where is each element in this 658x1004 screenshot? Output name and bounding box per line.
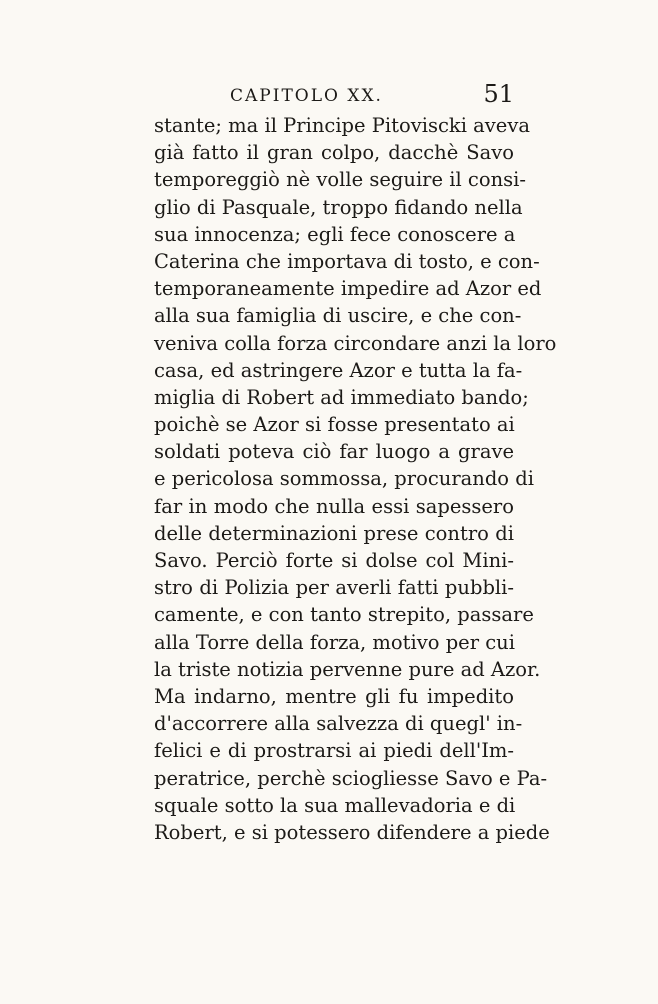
- page-number: 51: [483, 80, 514, 108]
- text-line: stro di Polizia per averli fatti pubbli-: [154, 576, 514, 600]
- text-line: veniva colla forza circondare anzi la loro: [154, 331, 557, 355]
- text-line: Ma indarno, mentre gli fu impedito: [154, 684, 514, 708]
- text-line: miglia di Robert ad immediato bando;: [154, 385, 529, 409]
- text-line: squale sotto la sua mallevadoria e di: [154, 793, 516, 817]
- text-line: temporeggiò nè volle seguire il consi-: [154, 168, 526, 192]
- text-line: far in modo che nulla essi sapessero: [154, 494, 514, 518]
- text-line: peratrice, perchè sciogliesse Savo e Pa-: [154, 766, 548, 790]
- text-line: temporaneamente impedire ad Azor ed: [154, 277, 542, 301]
- running-head: [148, 80, 518, 110]
- text-line: casa, ed astringere Azor e tutta la fa-: [154, 358, 523, 382]
- text-line: felici e di prostrarsi ai piedi dell'Im-: [154, 739, 514, 763]
- text-line: e pericolosa sommossa, procurando di: [154, 467, 534, 491]
- text-line: soldati poteva ciò far luogo a grave: [154, 440, 514, 464]
- text-line: sua innocenza; egli fece conoscere a: [154, 222, 516, 246]
- text-line: Caterina che importava di tosto, e con-: [154, 249, 540, 273]
- text-line: stante; ma il Principe Pitoviscki aveva: [154, 114, 530, 137]
- text-line: alla sua famiglia di uscire, e che con-: [154, 304, 522, 328]
- text-line: la triste notizia pervenne pure ad Azor.: [154, 657, 541, 681]
- text-line: già fatto il gran colpo, dacchè Savo: [154, 141, 514, 165]
- text-line: glio di Pasquale, troppo fidando nella: [154, 195, 523, 219]
- body-text: [154, 112, 557, 846]
- text-line: poichè se Azor si fosse presentato ai: [154, 413, 515, 437]
- text-line: Savo. Perciò forte si dolse col Mini-: [154, 549, 514, 572]
- text-line: delle determinazioni prese contro di: [154, 521, 514, 545]
- chapter-title: CAPITOLO XX.: [230, 86, 383, 106]
- text-line: alla Torre della forza, motivo per cui: [154, 630, 515, 654]
- text-line: d'accorrere alla salvezza di quegl' in-: [154, 712, 523, 736]
- text-line: Robert, e si potessero difendere a piede: [154, 820, 550, 844]
- text-line: camente, e con tanto strepito, passare: [154, 603, 534, 627]
